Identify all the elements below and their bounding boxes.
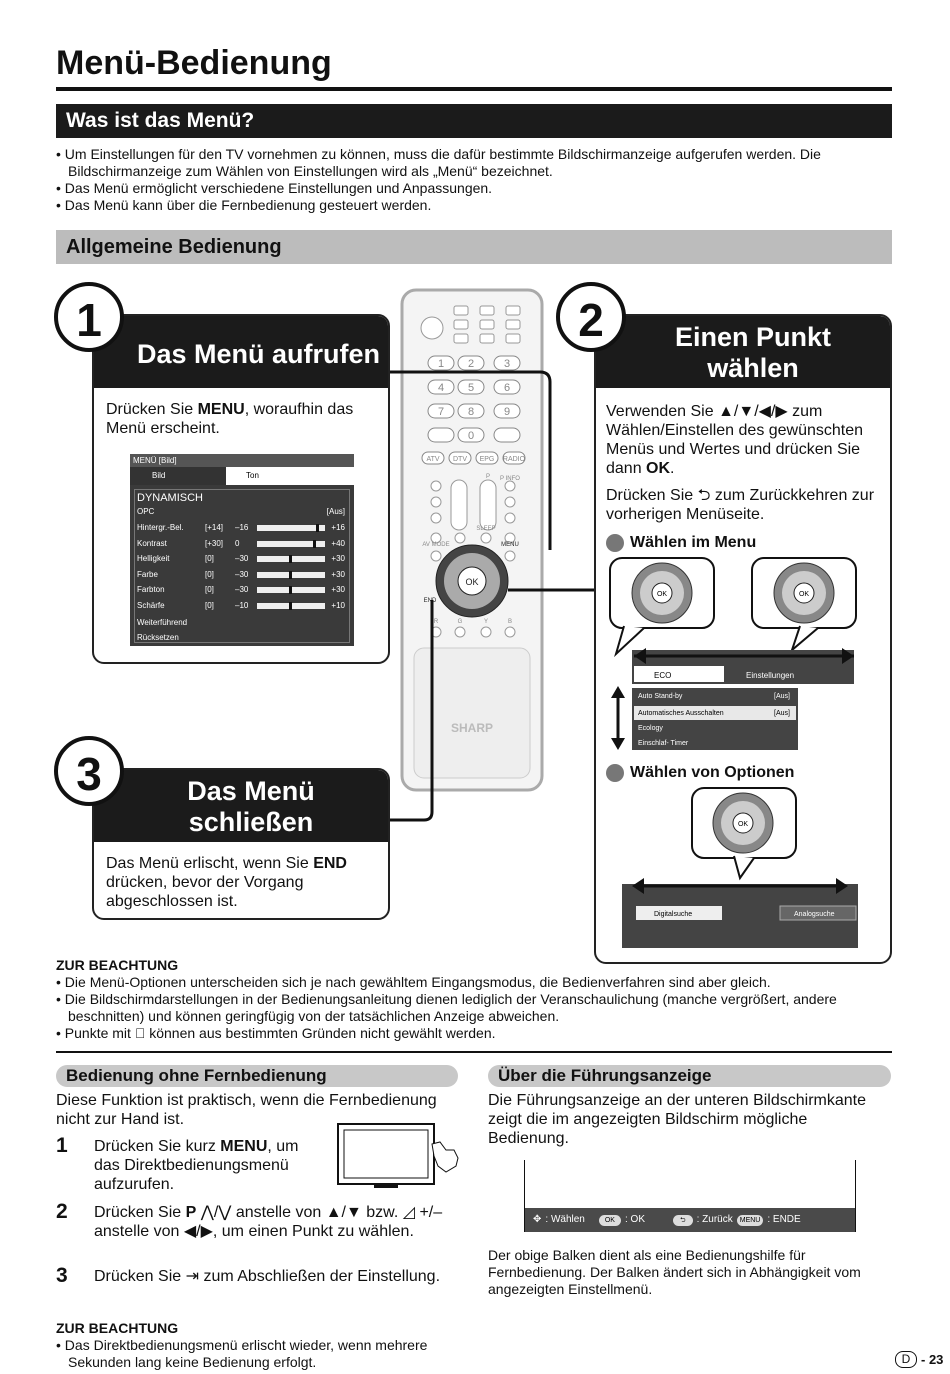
slider-track[interactable] bbox=[257, 603, 325, 609]
slider-track[interactable] bbox=[257, 556, 325, 562]
screen-mode: DYNAMISCH bbox=[137, 492, 204, 504]
screen-tabs bbox=[130, 467, 354, 485]
step2-title-line2: wählen bbox=[707, 353, 799, 383]
nofb-step-c: ⇥ zum Abschließen der Einstellung. bbox=[185, 1268, 441, 1285]
slider-bracket: [+30] bbox=[205, 538, 224, 548]
slider-min: –10 bbox=[235, 600, 249, 610]
color-key-label: G bbox=[457, 619, 463, 625]
note1-heading: ZUR BEACHTUNG bbox=[56, 957, 179, 973]
remote-pinfo-label: P INFO bbox=[500, 476, 520, 482]
slider-track[interactable] bbox=[257, 525, 325, 531]
step2-text1-a: Verwenden Sie ▲/▼/◀/▶ zum Wählen/Einstellen des gewünschten Menüs und Wertes und drücken Sie dann bbox=[606, 403, 864, 477]
guide-bar-end: : ENDE bbox=[767, 1214, 801, 1225]
slider-knob[interactable] bbox=[316, 524, 319, 532]
slider-min: –30 bbox=[235, 569, 249, 579]
remote-end-label: END bbox=[423, 598, 437, 604]
slider-min: –16 bbox=[235, 523, 249, 532]
step1-text-a: Drücken Sie bbox=[106, 401, 198, 418]
guide-bar bbox=[525, 1208, 855, 1232]
page-title: Menü-Bedienung bbox=[56, 44, 332, 82]
slider-track[interactable] bbox=[257, 541, 325, 547]
slider-label: Hintergr.-Bel. bbox=[137, 523, 184, 532]
what-bullet: • Das Menü kann über die Fernbedienung gesteuert werden. bbox=[56, 197, 432, 213]
menu-button-icon: MENU bbox=[737, 1215, 764, 1226]
screen-tab-ton[interactable]: Ton bbox=[246, 471, 259, 480]
number-key-label: 3 bbox=[503, 358, 511, 370]
dpad-ok-label: OK bbox=[656, 591, 668, 598]
nofb-step bbox=[56, 1200, 456, 1264]
step1-menu-screen bbox=[130, 454, 354, 646]
nofb-note-text: • Das Direktbedienungsmenü erlischt wieder, wenn mehrere Sekunden lang keine Bedienung erfolgt. bbox=[56, 1337, 428, 1370]
nofb-step-a: Drücken Sie bbox=[94, 1268, 186, 1285]
arrows-icon: ✥ bbox=[533, 1214, 542, 1225]
divider bbox=[56, 1051, 892, 1053]
nofb-step-c: , um das Direktbedienungsmenü aufzurufen. bbox=[94, 1138, 299, 1193]
page-number-text: - 23 bbox=[921, 1352, 944, 1367]
step2-sub2-label: Wählen von Optionen bbox=[630, 764, 795, 781]
screen-opc-value: [Aus] bbox=[326, 507, 345, 516]
step3-card bbox=[92, 768, 390, 920]
slider-bracket: [0] bbox=[205, 600, 214, 610]
slider-max: +40 bbox=[331, 538, 345, 548]
dpad-ok-label: OK bbox=[798, 591, 810, 598]
nofb-step-number: 2 bbox=[56, 1200, 68, 1223]
slider-max: +30 bbox=[331, 585, 345, 594]
slider-track[interactable] bbox=[257, 587, 325, 593]
screen-opc-label: OPC bbox=[137, 507, 155, 516]
step3-title-line1: Das Menü bbox=[187, 776, 315, 806]
menu-item-label: Automatisches Ausschalten bbox=[638, 710, 724, 717]
remote-p-label: P bbox=[485, 474, 491, 480]
step1-title: Das Menü aufrufen bbox=[94, 316, 388, 388]
slider-bracket: [+14] bbox=[205, 523, 224, 532]
color-key-label: R bbox=[433, 619, 439, 625]
color-key-label: B bbox=[507, 619, 513, 625]
nofb-step-text bbox=[94, 1267, 456, 1286]
slider-knob[interactable] bbox=[313, 540, 316, 548]
nofb-step-text bbox=[94, 1203, 456, 1241]
number-key-label: 4 bbox=[437, 382, 445, 394]
source-key-label: RADIO bbox=[502, 456, 526, 463]
option-analog: Analogsuche bbox=[794, 911, 835, 918]
slider-bracket: [0] bbox=[205, 585, 214, 594]
nofb-step-number: 3 bbox=[56, 1264, 68, 1287]
slider-row[interactable] bbox=[137, 601, 347, 613]
nofb-heading: Bedienung ohne Fernbedienung bbox=[56, 1065, 458, 1087]
color-key-label: Y bbox=[483, 619, 489, 625]
guide-bar-ok: : OK bbox=[624, 1214, 645, 1225]
menu-tab-settings: Einstellungen bbox=[746, 671, 795, 680]
section-what-heading: Was ist das Menü? bbox=[56, 104, 892, 138]
nofb-step-number: 1 bbox=[56, 1134, 68, 1157]
step3-text-bold: END bbox=[313, 855, 347, 872]
ok-button-icon: OK bbox=[599, 1215, 621, 1226]
option-digital: Digitalsuche bbox=[654, 911, 693, 918]
number-key-label: 7 bbox=[437, 406, 445, 418]
nofb-note-heading: ZUR BEACHTUNG bbox=[56, 1320, 179, 1336]
guide-intro: Die Führungsanzeige an der unteren Bildschirmkante zeigt die im angezeigten Bildschirm mögliche Bedienung. bbox=[488, 1092, 866, 1147]
slider-knob[interactable] bbox=[289, 555, 292, 563]
number-key-label: 0 bbox=[467, 430, 475, 442]
remote-brand-logo: SHARP bbox=[450, 721, 494, 735]
guide-bar-back: : Zurück bbox=[696, 1214, 733, 1225]
remote-ok-label: OK bbox=[465, 577, 479, 587]
nofb-step-a: Drücken Sie bbox=[94, 1204, 186, 1221]
slider-knob[interactable] bbox=[289, 586, 292, 594]
note1-bullets bbox=[56, 974, 886, 1042]
source-key-label: ATV bbox=[426, 456, 440, 463]
screen-tab-bild[interactable]: Bild bbox=[130, 467, 226, 485]
slider-bracket: [0] bbox=[205, 569, 214, 579]
section-general-heading: Allgemeine Bedienung bbox=[56, 230, 892, 264]
menu-item-label: Ecology bbox=[638, 725, 663, 732]
step3-text bbox=[106, 854, 376, 911]
step2-text2: Drücken Sie ⮌ zum Zurückkehren zur vorherigen Menüseite. bbox=[606, 487, 875, 523]
slider-bracket: [0] bbox=[205, 554, 214, 563]
slider-max: +30 bbox=[331, 554, 345, 563]
screen-extra1[interactable]: Weiterführend bbox=[137, 618, 188, 627]
nofb-step bbox=[56, 1264, 456, 1308]
step3-text-b: drücken, bevor der Vorgang abgeschlossen ist. bbox=[106, 874, 304, 910]
number-key-label: 1 bbox=[437, 358, 445, 370]
slider-label: Farbton bbox=[137, 585, 165, 594]
guide-heading: Über die Führungsanzeige bbox=[488, 1065, 891, 1087]
number-key-label: 9 bbox=[503, 406, 511, 418]
what-bullet: • Um Einstellungen für den TV vornehmen zu können, muss die dafür bestimmte Bildschirmanzeige aufgerufen werden. Die Bildschirmanzeige zum Wählen von Einstellungen wird als „Menü“ bezeichnet. bbox=[56, 146, 821, 179]
guide-screen bbox=[524, 1160, 856, 1232]
step2-title-line1: Einen Punkt bbox=[674, 322, 831, 352]
slider-knob[interactable] bbox=[289, 602, 292, 610]
slider-row[interactable] bbox=[137, 523, 347, 535]
number-key-label: 2 bbox=[467, 358, 475, 370]
nofb-intro: Diese Funktion ist praktisch, wenn die Fernbedienung nicht zur Hand ist. bbox=[56, 1092, 437, 1128]
slider-max: +16 bbox=[331, 523, 345, 532]
number-key-label: 5 bbox=[467, 382, 475, 394]
step1-number: 1 bbox=[54, 282, 124, 352]
nofb-step-a: Drücken Sie kurz bbox=[94, 1138, 221, 1155]
slider-max: +30 bbox=[331, 569, 345, 579]
back-icon: ⮌ bbox=[673, 1215, 693, 1226]
nofb-step-c: ⋀/⋁ anstelle von ▲/▼ bzw. ◿ +/– anstelle von ◀/▶, um einen Punkt zu wählen. bbox=[94, 1204, 443, 1240]
step2-sub1-label: Wählen im Menu bbox=[630, 534, 757, 551]
step1-text-b: , woraufhin das Menü erscheint. bbox=[106, 401, 354, 437]
step3-text-a: Das Menü erlischt, wenn Sie bbox=[106, 855, 314, 872]
screen-header-tag: [Bild] bbox=[158, 456, 177, 465]
note1-bullet: • Punkte mit ⃠ können aus bestimmten Gründen nicht gewählt werden. bbox=[56, 1025, 496, 1041]
guide-caption: Der obige Balken dient als eine Bedienungshilfe für Fernbedienung. Der Balken ändert sich in Abhängigkeit vom angezeigten Einstellmenü. bbox=[488, 1247, 861, 1297]
what-bullet: • Das Menü ermöglicht verschiedene Einstellungen und Anpassungen. bbox=[56, 180, 493, 196]
nofb-note bbox=[56, 1337, 456, 1371]
slider-label: Schärfe bbox=[137, 600, 165, 610]
screen-header-label: MENÜ bbox=[133, 456, 157, 465]
number-key-label: 8 bbox=[467, 406, 475, 418]
step1-text bbox=[106, 400, 376, 438]
slider-row[interactable] bbox=[137, 570, 347, 582]
step1-card bbox=[92, 314, 390, 664]
what-bullets bbox=[56, 146, 876, 214]
slider-min: –30 bbox=[235, 554, 249, 563]
step2-illustrations bbox=[604, 556, 864, 956]
tv-illustration bbox=[334, 1120, 464, 1192]
remote-menu-label: MENU bbox=[501, 542, 519, 548]
page-number bbox=[895, 1351, 943, 1368]
page-letter-badge: D bbox=[895, 1351, 917, 1368]
step3-title bbox=[94, 770, 388, 842]
step2-title bbox=[596, 316, 890, 388]
dpad-bubble-left bbox=[610, 558, 714, 654]
slider-row[interactable] bbox=[137, 539, 347, 551]
screen-header bbox=[130, 454, 354, 467]
slider-min: –30 bbox=[235, 585, 249, 594]
dpad-ok-label: OK bbox=[737, 821, 749, 828]
step2-text1-bold: OK bbox=[646, 460, 671, 477]
bullet-dot-icon bbox=[606, 534, 624, 552]
nofb-step-b: MENU bbox=[220, 1138, 268, 1155]
slider-min: 0 bbox=[235, 538, 240, 548]
slider-label: Farbe bbox=[137, 569, 158, 579]
note1-bullet: • Die Menü-Optionen unterscheiden sich je nach gewähltem Eingangsmodus, die Bedienverfahren sind aber gleich. bbox=[56, 974, 771, 990]
step2-number: 2 bbox=[556, 282, 626, 352]
title-rule bbox=[56, 87, 892, 91]
slider-row[interactable] bbox=[137, 554, 347, 566]
number-key-label: 6 bbox=[503, 382, 511, 394]
menu-item-value: [Aus] bbox=[774, 710, 790, 717]
step3-title-line2: schließen bbox=[188, 807, 314, 837]
source-key-label: DTV bbox=[453, 456, 467, 463]
menu-item-label: Einschlaf- Timer bbox=[638, 740, 689, 747]
remote-sleep-label: SLEEP bbox=[476, 526, 496, 532]
slider-track[interactable] bbox=[257, 572, 325, 578]
connector-lines bbox=[380, 360, 610, 830]
slider-label: Helligkeit bbox=[137, 554, 170, 563]
dpad-bubble-right bbox=[752, 558, 856, 650]
menu-tab-eco: ECO bbox=[654, 671, 672, 680]
screen-extra2[interactable]: Rücksetzen bbox=[137, 633, 179, 642]
source-key-label: EPG bbox=[479, 456, 495, 463]
guide-bar-select: : Wählen bbox=[545, 1214, 585, 1225]
nofb-step-text bbox=[94, 1137, 324, 1194]
step2-text1-b: . bbox=[670, 460, 675, 477]
menu-item-value: [Aus] bbox=[774, 693, 790, 700]
step1-text-bold: MENU bbox=[197, 401, 245, 418]
menu-item-label: Auto Stand-by bbox=[638, 693, 683, 700]
step3-number: 3 bbox=[54, 736, 124, 806]
step2-sub1 bbox=[606, 534, 756, 552]
slider-max: +10 bbox=[331, 600, 345, 610]
screen-body bbox=[134, 489, 350, 643]
slider-label: Kontrast bbox=[137, 538, 167, 548]
slider-knob[interactable] bbox=[289, 571, 292, 579]
step2-text1 bbox=[606, 402, 884, 478]
dpad-bubble-bottom bbox=[692, 788, 796, 878]
note1-bullet: • Die Bildschirmdarstellungen in der Bedienungsanleitung dienen lediglich der Veranschaulichung (manche vergrößert, andere beschnitten) und können geringfügig von der tatsächlichen Anzeige abweichen. bbox=[56, 991, 837, 1024]
remote-avmode-label: AV MODE bbox=[422, 542, 450, 548]
nofb-step-b: P bbox=[185, 1204, 197, 1221]
slider-row[interactable] bbox=[137, 585, 347, 597]
